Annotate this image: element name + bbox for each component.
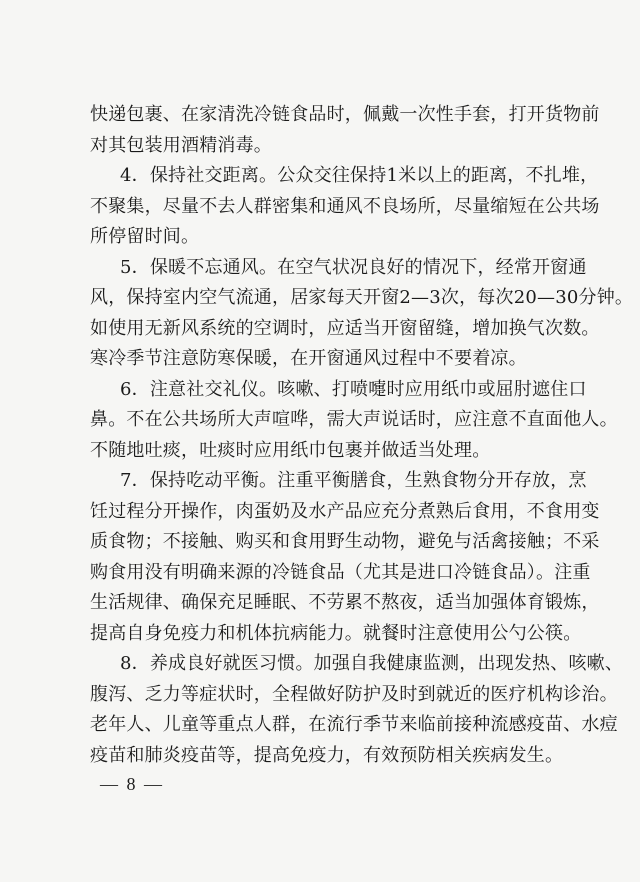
text-line: 快递包裹、在家清洗冷链食品时，佩戴一次性手套，打开货物前 (90, 104, 600, 125)
text-line: 饪过程分开操作，肉蛋奶及水产品应充分煮熟后食用，不食用变 (90, 500, 600, 522)
text-line: 风，保持室内空气流通，居家每天开窗2—3次，每次20—30分钟。 (90, 287, 634, 308)
text-line: 购食用没有明确来源的冷链食品（尤其是进口冷链食品）。注重 (90, 561, 591, 583)
text-line: 如使用无新风系统的空调时，应适当开窗留缝，增加换气次数。 (90, 317, 600, 339)
text-line: 寒冷季节注意防寒保暖，在开窗通风过程中不要着凉。 (90, 348, 527, 369)
text-line: 腹泻、乏力等症状时，全程做好防护及时到就近的医疗机构诊治。 (90, 683, 618, 705)
text-line: 质食物；不接触、购买和食用野生动物，避免与活禽接触；不采 (90, 531, 600, 552)
text-line: 不聚集，尽量不去人群密集和通风不良场所，尽量缩短在公共场 (90, 195, 600, 217)
document-body (90, 100, 634, 771)
paragraph-heading-line: 4．保持社交距离。公众交往保持1米以上的距离，不扎堆， (120, 165, 599, 186)
paragraph-heading-line: 6．注意社交礼仪。咳嗽、打喷嚏时应用纸巾或屈肘遮住口 (120, 378, 587, 400)
text-line: 提高自身免疫力和机体抗病能力。就餐时注意使用公勺公筷。 (90, 622, 582, 644)
text-line: 所停留时间。 (90, 226, 200, 247)
paragraph-heading-line: 5．保暖不忘通风。在空气状况良好的情况下，经常开窗通 (120, 256, 587, 278)
text-line: 疫苗和肺炎疫苗等，提高免疫力，有效预防相关疾病发生。 (90, 744, 564, 766)
text-line: 对其包装用酒精消毒。 (90, 134, 272, 156)
text-line: 生活规律、确保充足睡眠、不劳累不熬夜，适当加强体育锻炼， (90, 592, 600, 613)
page-number: — 8 — (100, 774, 164, 794)
text-line: 老年人、儿童等重点人群，在流行季节来临前接种流感疫苗、水痘 (90, 714, 618, 735)
paragraph-heading-line: 8．养成良好就医习惯。加强自我健康监测，出现发热、咳嗽、 (120, 653, 624, 674)
text-line: 鼻。不在公共场所大声喧哗，需大声说话时，应注意不直面他人。 (90, 409, 618, 430)
paragraph-heading-line: 7．保持吃动平衡。注重平衡膳食，生熟食物分开存放，烹 (120, 470, 587, 491)
text-line: 不随地吐痰，吐痰时应用纸巾包裹并做适当处理。 (90, 439, 491, 461)
